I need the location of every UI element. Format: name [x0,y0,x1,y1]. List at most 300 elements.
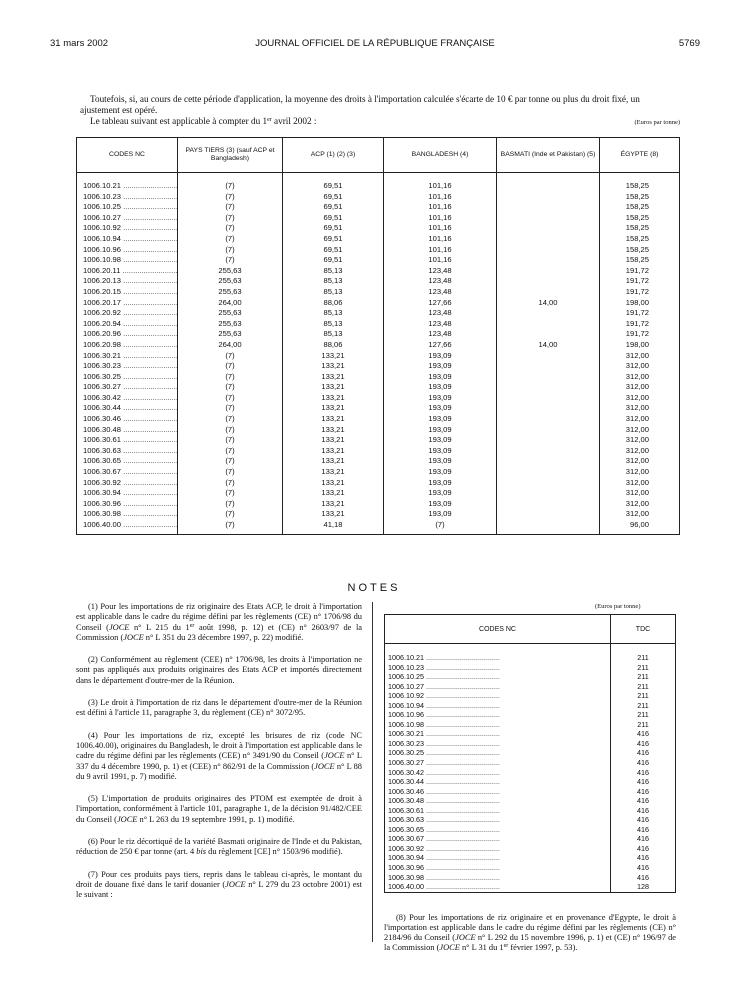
duty-cell [600,287,680,298]
cell-value: 1006.30.25 ..... [83,372,178,381]
cell-value: 1006.30.94 ..... [388,853,500,862]
duty-cell [384,298,497,309]
nc-code-cell [77,414,178,425]
cell-value: 14,00 [538,339,558,349]
duty-cell [178,329,283,340]
duty-cell [497,329,600,340]
note-text: (8) Pour les importations de riz originaire et en provenance d'Egypte, le droit à l'importation est applicable dans le cadre du régime défini par les règlements (CE) n° 2184/96 du Conseil ( [384,913,676,942]
duty-cell [600,403,680,414]
nc-code-cell [77,435,178,446]
tdc-row [385,663,676,673]
intro-paragraph-1: Toutefois, si, au cours de cette période d'application, la moyenne des droits à l'importation calculée s'écarte de 10 € par tonne ou plus du droit fixé, un ajustement est opéré. [80,94,640,115]
table-row [77,403,680,414]
nc-code-cell [385,787,611,797]
cell-value: (7) [225,520,235,529]
duty-cell [600,351,680,362]
cell-value: 1006.10.92 ..... [83,223,178,232]
duty-cell [178,202,283,213]
duty-cell [384,361,497,372]
tdc-table-body [385,644,676,893]
duty-cell [384,456,497,467]
duty-cell [497,340,600,351]
note-2 [76,655,362,686]
duty-cell [384,276,497,287]
journal-abbrev: JOCE [225,879,246,889]
journal-abbrev: bis [196,847,207,857]
duty-cell [384,329,497,340]
table-row [77,382,680,393]
superscript: er [503,943,509,949]
tdc-value-cell: 211 [611,663,676,673]
note-text: n° L 88 du 9 avril 1991, p. 7) modifié. [76,761,362,781]
duty-cell [497,255,600,266]
nc-code-cell [77,213,178,224]
tdc-row [385,739,676,749]
spacer-cell [77,173,178,182]
cell-value: 133,21 [321,456,345,466]
duty-cell [384,308,497,319]
cell-value: 1006.20.15 ..... [83,287,178,296]
duty-cell [178,509,283,520]
cell-value: 123,48 [428,286,452,296]
duty-cell [497,414,600,425]
duty-cell [384,287,497,298]
cell-value: 133,21 [321,361,345,371]
cell-value: (7) [225,223,235,233]
nc-code-cell [385,701,611,711]
cell-value: (7) [225,191,235,201]
duty-cell [178,287,283,298]
tdc-row [385,815,676,825]
cell-value: 193,09 [428,350,452,360]
cell-value: 158,25 [625,181,649,190]
duty-cell [178,319,283,330]
duty-cell [283,223,384,234]
table-row [77,414,680,425]
tdc-table [384,614,676,893]
duty-cell [384,520,497,534]
table-row [77,372,680,383]
duty-cell [178,435,283,446]
cell-value: 101,16 [428,191,452,201]
cell-value: 1006.30.21 ..... [83,351,178,360]
cell-value: (7) [225,467,235,477]
tdc-value-cell: 416 [611,825,676,835]
duty-cell [384,192,497,203]
cell-value: 133,21 [321,435,345,445]
nc-code-cell [77,520,178,534]
duty-cell [283,234,384,245]
nc-code-cell [77,245,178,256]
tdc-value-cell: 211 [611,720,676,730]
duty-cell [178,340,283,351]
tdc-value-cell: 416 [611,873,676,883]
cell-value: 312,00 [625,424,649,434]
nc-code-cell [77,202,178,213]
cell-value: 191,72 [625,308,649,318]
nc-code-cell [385,844,611,854]
duty-cell [283,435,384,446]
journal-title: JOURNAL OFFICIEL DE LA RÉPUBLIQUE FRANÇAISE [255,38,495,49]
tdc-row [385,729,676,739]
cell-value: 312,00 [625,361,649,371]
column-header: ACP (1) (2) (3) [283,138,384,173]
cell-value: 101,16 [428,202,452,212]
cell-value: 69,51 [323,244,343,254]
nc-code-cell [385,815,611,825]
duty-cell [497,509,600,520]
tdc-row [385,863,676,873]
column-header: PAYS TIERS (3) (sauf ACP et Bangladesh) [178,138,283,173]
cell-value: 193,09 [428,488,452,498]
duty-cell [283,181,384,192]
table-row [77,202,680,213]
duty-cell [283,308,384,319]
duty-cell [600,266,680,277]
table-row [77,223,680,234]
duty-cell [178,488,283,499]
duty-cell [178,456,283,467]
cell-value: 1006.10.23 ..... [83,192,178,201]
cell-value: 193,09 [428,382,452,392]
duty-cell [497,223,600,234]
nc-code-cell [77,361,178,372]
cell-value: 312,00 [625,509,649,519]
duty-cell [178,213,283,224]
cell-value: 85,13 [323,318,343,328]
cell-value: 1006.10.27 ..... [388,682,500,691]
table-row [77,478,680,489]
cell-value: 158,25 [625,191,649,201]
nc-code-cell [385,691,611,701]
cell-value: 101,16 [428,233,452,243]
cell-value: 1006.10.94 ..... [388,701,500,710]
cell-value: 1006.10.21 ..... [388,653,500,662]
cell-value: 191,72 [625,318,649,328]
cell-value: 1006.30.63 ..... [83,446,178,455]
duty-cell [384,234,497,245]
cell-value: (7) [435,520,445,529]
duty-cell [178,234,283,245]
cell-value: 193,09 [428,477,452,487]
note-8 [384,913,676,953]
duty-cell [600,478,680,489]
cell-value: 133,21 [321,382,345,392]
tdc-value-cell: 211 [611,682,676,692]
cell-value: 133,21 [321,403,345,413]
duty-cell [497,382,600,393]
cell-value: 69,51 [323,255,343,265]
duty-cell [178,255,283,266]
cell-value: 1006.30.48 ..... [83,425,178,434]
duty-cell [283,361,384,372]
duty-cell [178,382,283,393]
tdc-row [385,825,676,835]
nc-code-cell [77,308,178,319]
cell-value: 1006.30.92 ..... [83,478,178,487]
tdc-row [385,653,676,663]
cell-value: 127,66 [428,339,452,349]
journal-abbrev: JOCE [439,943,460,952]
cell-value: (7) [225,371,235,381]
cell-value: 101,16 [428,212,452,222]
tdc-value-cell: 416 [611,787,676,797]
duty-cell [283,509,384,520]
tdc-row [385,720,676,730]
nc-code-cell [385,873,611,883]
nc-code-cell [77,255,178,266]
tdc-value-cell: 211 [611,710,676,720]
duty-cell [178,266,283,277]
nc-code-cell [385,682,611,692]
duty-cell [497,520,600,534]
cell-value: 1006.30.65 ..... [83,456,178,465]
cell-value: 1006.20.13 ..... [83,276,178,285]
cell-value: 1006.30.27 ..... [83,382,178,391]
spacer-cell [611,644,676,654]
cell-value: 85,13 [323,329,343,339]
duty-cell [384,202,497,213]
cell-value: 1006.10.96 ..... [388,710,500,719]
duty-cell [178,446,283,457]
table-spacer-row [77,173,680,182]
table-row [77,308,680,319]
cell-value: 123,48 [428,318,452,328]
duty-cell [600,414,680,425]
duty-cell [178,245,283,256]
table-row [77,319,680,330]
duty-cell [497,351,600,362]
cell-value: 255,63 [218,308,242,318]
tdc-value-cell: 211 [611,672,676,682]
cell-value: 312,00 [625,392,649,402]
cell-value: 133,21 [321,488,345,498]
cell-value: 1006.30.63 ..... [388,815,500,824]
duty-cell [497,213,600,224]
cell-value: (7) [225,202,235,212]
nc-code-cell [77,192,178,203]
nc-code-cell [385,777,611,787]
cell-value: 1006.10.96 ..... [83,245,178,254]
duty-cell [384,351,497,362]
intro-p2-sup: er [267,117,272,123]
header-date: 31 mars 2002 [50,38,109,49]
cell-value: 312,00 [625,414,649,424]
cell-value: 85,13 [323,265,343,275]
cell-value: 133,21 [321,392,345,402]
cell-value: 255,63 [218,286,242,296]
cell-value: 312,00 [625,467,649,477]
cell-value: 133,21 [321,445,345,455]
cell-value: 312,00 [625,382,649,392]
duty-cell [384,414,497,425]
nc-code-cell [385,768,611,778]
duty-cell [600,255,680,266]
duty-cell [178,298,283,309]
duty-cell [384,255,497,266]
cell-value: 133,21 [321,467,345,477]
note-4 [76,731,362,782]
nc-code-cell [77,403,178,414]
table-row [77,435,680,446]
cell-value: 1006.30.92 ..... [388,844,500,853]
duty-cell [283,329,384,340]
cell-value: 158,25 [625,202,649,212]
cell-value: (7) [225,233,235,243]
duty-cell [384,425,497,436]
note-text: du règlement [CE] n° 1503/96 modifié). [206,847,343,857]
nc-code-cell [77,340,178,351]
nc-code-cell [385,882,611,892]
duty-cell [600,340,680,351]
tdc-row [385,853,676,863]
note-text: (7) Pour ces produits pays tiers, repris dans le tableau ci-après, le montant du droit de douane fixé dans le tarif douanier ( [76,869,362,889]
cell-value: 1006.30.42 ..... [83,393,178,402]
tdc-value-cell: 416 [611,834,676,844]
duty-cell [384,266,497,277]
duty-cell [600,425,680,436]
cell-value: (7) [225,435,235,445]
duty-cell [384,181,497,192]
duty-cell [178,181,283,192]
nc-code-cell [385,653,611,663]
table-row [77,340,680,351]
table-unit: (Euros par tonne) [634,119,680,126]
table-header-row [77,138,680,173]
tdc-value-cell: 416 [611,806,676,816]
cell-value: 85,13 [323,276,343,286]
duty-cell [600,435,680,446]
nc-code-cell [385,825,611,835]
duty-cell [283,372,384,383]
column-divider [372,602,373,942]
duty-cell [283,266,384,277]
tdc-row [385,710,676,720]
cell-value: 158,25 [625,255,649,265]
cell-value: 191,72 [625,286,649,296]
duty-cell [497,403,600,414]
nc-code-cell [385,729,611,739]
cell-value: 88,06 [323,339,343,349]
nc-code-cell [385,720,611,730]
duty-cell [384,319,497,330]
tdc-value-cell: 211 [611,691,676,701]
duty-cell [283,403,384,414]
duty-cell [384,488,497,499]
duty-cell [283,488,384,499]
duty-cell [283,382,384,393]
table-row [77,287,680,298]
cell-value: 1006.30.96 ..... [388,863,500,872]
duty-cell [283,520,384,534]
cell-value: (7) [225,488,235,498]
cell-value: 1006.10.21 ..... [83,181,178,190]
cell-value: 133,21 [321,424,345,434]
cell-value: 69,51 [323,181,343,190]
nc-code-cell [385,834,611,844]
table-body [77,173,680,535]
duty-cell [600,202,680,213]
tdc-row [385,777,676,787]
duty-cell [283,287,384,298]
duty-cell [384,372,497,383]
tdc-value-cell: 211 [611,701,676,711]
tdc-spacer-row [385,644,676,654]
duty-cell [283,478,384,489]
duty-cell [600,319,680,330]
duty-cell [178,499,283,510]
nc-code-cell [77,181,178,192]
intro-paragraph-2 [80,116,680,127]
cell-value: 1006.10.98 ..... [83,255,178,264]
nc-code-cell [77,319,178,330]
column-header: BANGLADESH (4) [384,138,497,173]
cell-value: 127,66 [428,297,452,307]
cell-value: 193,09 [428,403,452,413]
nc-code-cell [77,351,178,362]
cell-value: 41,18 [323,520,343,529]
journal-abbrev: JOCE [455,933,476,942]
cell-value: 1006.30.27 ..... [388,758,500,767]
nc-code-cell [77,509,178,520]
tdc-value-cell: 416 [611,863,676,873]
table-row [77,488,680,499]
duty-cell [600,181,680,192]
cell-value: 85,13 [323,286,343,296]
journal-abbrev: JOCE [324,751,345,761]
note-1 [76,602,362,643]
cell-value: (7) [225,350,235,360]
tdc-value-cell: 416 [611,758,676,768]
table-row [77,520,680,534]
cell-value: 264,00 [218,297,242,307]
cell-value: 101,16 [428,223,452,233]
cell-value: 1006.20.11 ..... [83,266,178,275]
cell-value: 1006.30.25 ..... [388,748,500,757]
note-5 [76,794,362,825]
duty-cell [283,245,384,256]
cell-value: 69,51 [323,212,343,222]
note-6 [76,837,362,858]
cell-value: 193,09 [428,371,452,381]
table-row [77,456,680,467]
duty-cell [283,319,384,330]
tdc-value-cell: 416 [611,777,676,787]
duty-cell [384,223,497,234]
note-text: n° L 292 du 15 novembre 1996, p. 1) et (CE) n° 196/97 de la Commission ( [384,933,676,952]
duty-cell [600,329,680,340]
cell-value: 255,63 [218,318,242,328]
tdc-value-cell: 416 [611,768,676,778]
spacer-cell [178,173,283,182]
duty-cell [497,202,600,213]
cell-value: 193,09 [428,467,452,477]
cell-value: 193,09 [428,498,452,508]
duty-cell [283,446,384,457]
note-text: n° L 215 du 1 [129,622,190,632]
note-text: (3) Le droit à l'importation de riz dans le département d'outre-mer de la Réunion est défini à l'article 11, paragraphe 3, du règlement (CE) n° 3072/95. [76,698,362,718]
cell-value: (7) [225,403,235,413]
duty-cell [600,467,680,478]
note-7 [76,870,362,901]
nc-code-cell [77,478,178,489]
journal-abbrev: JOCE [314,761,335,771]
cell-value: (7) [225,509,235,519]
spacer-cell [600,173,680,182]
cell-value: 198,00 [625,339,649,349]
duty-cell [497,319,600,330]
cell-value: 1006.40.00 ..... [388,882,500,891]
